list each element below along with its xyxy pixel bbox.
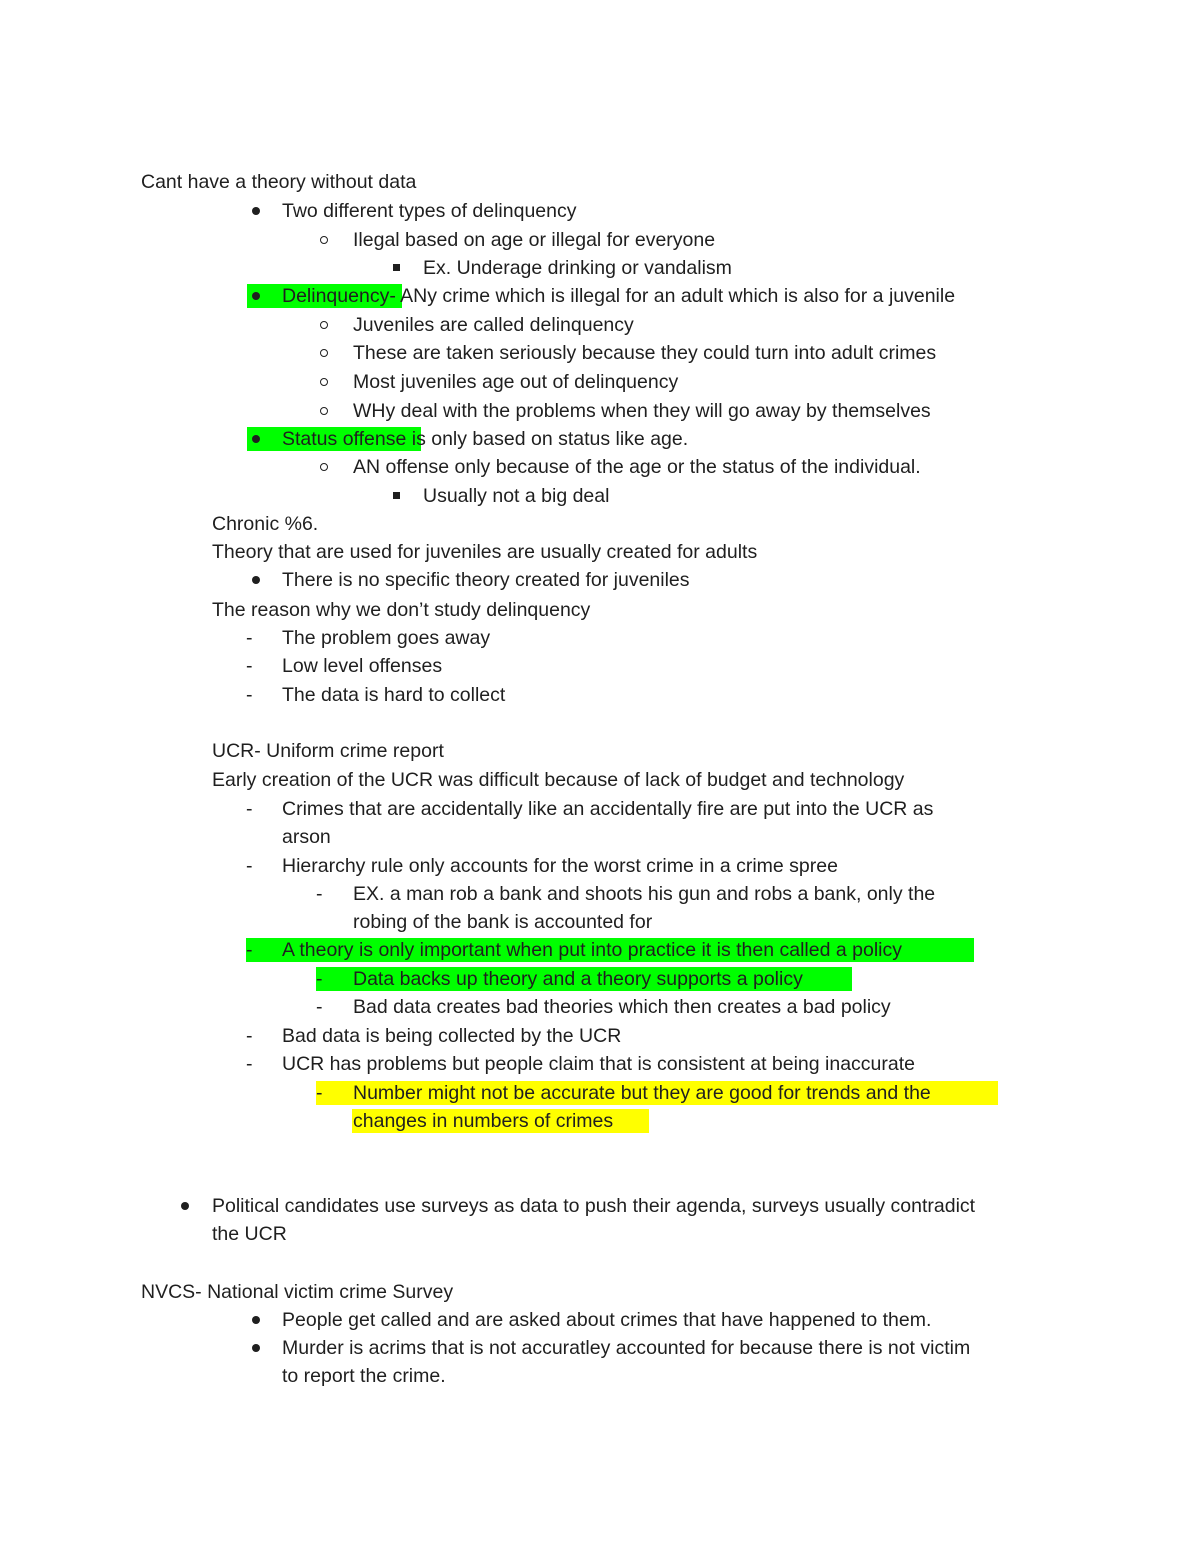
- list-item: The problem goes away: [282, 627, 491, 649]
- list-item: Two different types of delinquency: [282, 200, 577, 222]
- list-item-continuation: robing of the bank is accounted for: [353, 911, 653, 933]
- list-item: [282, 284, 955, 308]
- list-item: Number might not be accurate but they are good for trends and the: [353, 1082, 931, 1104]
- bullet-circle-icon: [318, 399, 348, 423]
- list-item: These are taken seriously because they could turn into adult crimes: [353, 342, 937, 364]
- bullet-dot-icon: [249, 1336, 279, 1360]
- text-line: Chronic %6.: [212, 513, 319, 535]
- dash-marker: -: [316, 1082, 323, 1104]
- list-item-continuation: changes in numbers of crimes: [353, 1110, 614, 1132]
- list-item: Bad data creates bad theories which then creates a bad policy: [353, 996, 891, 1018]
- list-item: The data is hard to collect: [282, 684, 506, 706]
- list-item: Crimes that are accidentally like an accidentally fire are put into the UCR as: [282, 798, 934, 820]
- list-item: UCR has problems but people claim that is consistent at being inaccurate: [282, 1053, 915, 1075]
- list-item: Data backs up theory and a theory supports a policy: [353, 968, 803, 990]
- list-item: Usually not a big deal: [423, 485, 610, 507]
- bullet-dot-icon: [249, 1308, 279, 1332]
- list-item: Political candidates use surveys as data to push their agenda, surveys usually contradict: [212, 1195, 976, 1217]
- list-item: Hierarchy rule only accounts for the worst crime in a crime spree: [282, 855, 838, 877]
- highlighted-term: Status offense: [282, 428, 407, 450]
- dash-marker: -: [246, 1025, 253, 1047]
- definition-text: is only based on status like age.: [406, 428, 689, 450]
- dash-marker: -: [316, 996, 323, 1018]
- list-item: Murder is acrims that is not accuratley accounted for because there is not victim: [282, 1337, 971, 1359]
- dash-marker: -: [246, 855, 253, 877]
- list-item: Bad data is being collected by the UCR: [282, 1025, 622, 1047]
- bullet-dot-icon: [249, 284, 279, 308]
- dash-marker: -: [246, 939, 253, 961]
- list-item: Juveniles are called delinquency: [353, 314, 634, 336]
- list-item: [282, 427, 688, 451]
- bullet-dot-icon: [249, 199, 279, 223]
- bullet-circle-icon: [318, 455, 348, 479]
- bullet-circle-icon: [318, 341, 348, 365]
- bullet-dot-icon: [249, 568, 279, 592]
- bullet-circle-icon: [318, 228, 348, 252]
- list-item: Most juveniles age out of delinquency: [353, 371, 679, 393]
- bullet-circle-icon: [318, 313, 348, 337]
- list-item: Ex. Underage drinking or vandalism: [423, 257, 732, 279]
- list-item: There is no specific theory created for juveniles: [282, 569, 690, 591]
- text-line: Theory that are used for juveniles are usually created for adults: [212, 541, 758, 563]
- dash-marker: -: [246, 684, 253, 706]
- list-item: WHy deal with the problems when they will go away by themselves: [353, 400, 931, 422]
- list-item: EX. a man rob a bank and shoots his gun and robs a bank, only the: [353, 883, 936, 905]
- definition-text: - ANy crime which is illegal for an adult which is also for a juvenile: [389, 285, 956, 307]
- section-heading: NVCS- National victim crime Survey: [141, 1281, 454, 1303]
- text-line: The reason why we don’t study delinquency: [212, 599, 591, 621]
- bullet-square-icon: [390, 484, 420, 508]
- list-item: A theory is only important when put into practice it is then called a policy: [282, 939, 902, 961]
- list-item: AN offense only because of the age or the status of the individual.: [353, 456, 921, 478]
- section-heading: UCR- Uniform crime report: [212, 740, 444, 762]
- dash-marker: -: [316, 968, 323, 990]
- list-item: Ilegal based on age or illegal for everyone: [353, 229, 716, 251]
- list-item-continuation: the UCR: [212, 1223, 287, 1245]
- bullet-dot-icon: [178, 1194, 208, 1218]
- highlighted-term: Delinquency: [282, 285, 390, 307]
- dash-marker: -: [246, 627, 253, 649]
- dash-marker: -: [316, 883, 323, 905]
- list-item-continuation: arson: [282, 826, 331, 848]
- dash-marker: -: [246, 1053, 253, 1075]
- list-item-continuation: to report the crime.: [282, 1365, 446, 1387]
- bullet-square-icon: [390, 256, 420, 280]
- dash-marker: -: [246, 798, 253, 820]
- text-line: Early creation of the UCR was difficult because of lack of budget and technology: [212, 769, 905, 791]
- heading-line: Cant have a theory without data: [141, 171, 417, 193]
- bullet-dot-icon: [249, 427, 279, 451]
- list-item: Low level offenses: [282, 655, 443, 677]
- bullet-circle-icon: [318, 370, 348, 394]
- dash-marker: -: [246, 655, 253, 677]
- list-item: People get called and are asked about crimes that have happened to them.: [282, 1309, 932, 1331]
